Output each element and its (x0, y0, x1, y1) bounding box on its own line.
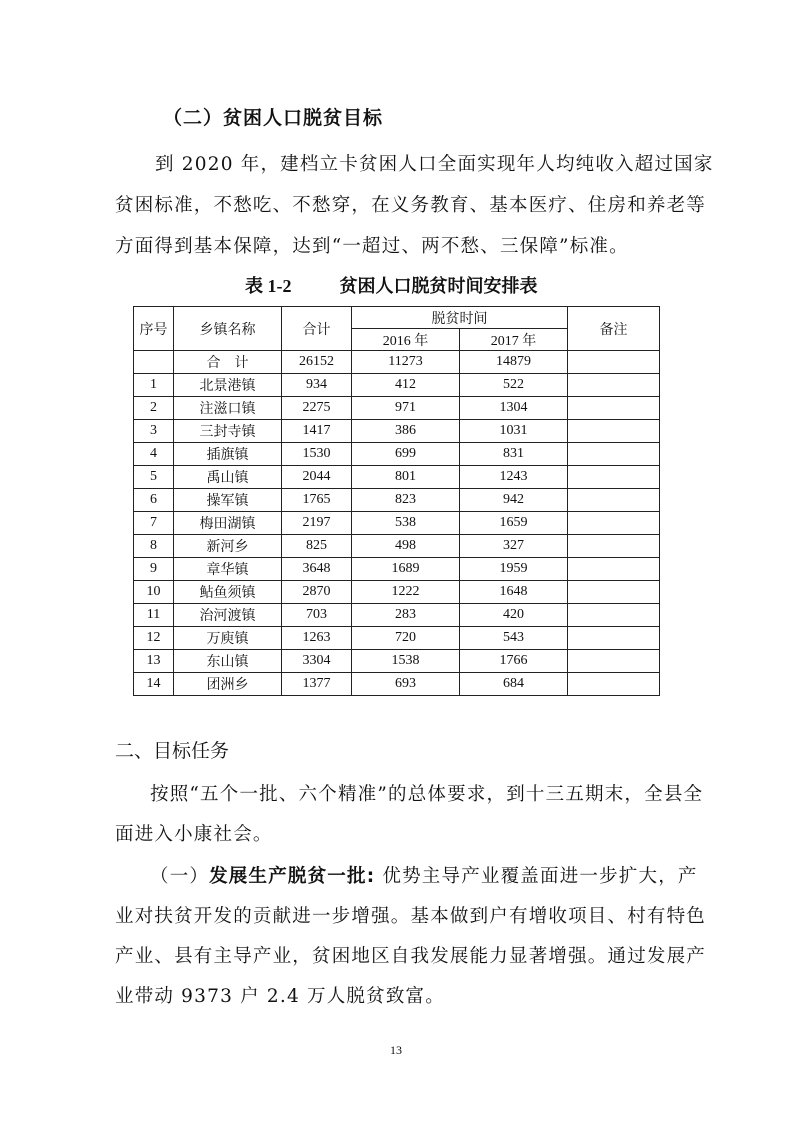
table-cell: 5 (134, 466, 174, 489)
table-row (134, 374, 660, 397)
heading-target-tasks: 二、目标任务 (115, 740, 230, 762)
table-cell (568, 604, 660, 627)
table-cell: 412 (352, 374, 460, 397)
table-cell: 703 (282, 604, 352, 627)
para-line (150, 862, 698, 888)
table-cell: 1766 (460, 650, 568, 673)
table-cell: 2870 (282, 581, 352, 604)
table-cell: 693 (352, 673, 460, 696)
table-cell: 1263 (282, 627, 352, 650)
table-cell: 1530 (282, 443, 352, 466)
para-prefix: （一） (150, 866, 210, 887)
table-cell (568, 673, 660, 696)
table-cell: 1765 (282, 489, 352, 512)
header-time-group: 脱贫时间 (352, 307, 568, 329)
table-row (134, 535, 660, 558)
table-cell: 2275 (282, 397, 352, 420)
table-cell: 942 (460, 489, 568, 512)
table-row (134, 512, 660, 535)
poverty-schedule-table (133, 306, 660, 696)
para-line: 贫困标准，不愁吃、不愁穿，在义务教育、基本医疗、住房和养老等 (115, 195, 707, 216)
table-cell: 禹山镇 (174, 466, 282, 489)
table-cell: 3 (134, 420, 174, 443)
table-row (134, 673, 660, 696)
table-cell: 章华镇 (174, 558, 282, 581)
table-cell (568, 558, 660, 581)
table-cell: 386 (352, 420, 460, 443)
table-cell (568, 627, 660, 650)
table-cell: 6 (134, 489, 174, 512)
para-line: 方面得到基本保障，达到“一超过、两不愁、三保障”标准。 (115, 236, 629, 257)
table-cell: 14879 (460, 351, 568, 374)
table-cell: 543 (460, 627, 568, 650)
para-line: 到 2020 年，建档立卡贫困人口全面实现年人均纯收入超过国家 (155, 154, 714, 175)
table-cell: 东山镇 (174, 650, 282, 673)
page-number: 13 (390, 1043, 402, 1057)
table-row (134, 443, 660, 466)
table-cell (568, 581, 660, 604)
header-seq: 序号 (134, 307, 174, 351)
table-cell: 327 (460, 535, 568, 558)
para-line: 按照“五个一批、六个精准”的总体要求，到十三五期末，全县全 (150, 784, 704, 805)
table-cell: 522 (460, 374, 568, 397)
table-cell: 1689 (352, 558, 460, 581)
table-cell (568, 374, 660, 397)
table-cell: 2 (134, 397, 174, 420)
table-cell: 新河乡 (174, 535, 282, 558)
table-cell: 971 (352, 397, 460, 420)
table-cell: 720 (352, 627, 460, 650)
table-cell: 1222 (352, 581, 460, 604)
table-cell (568, 443, 660, 466)
table-cell: 498 (352, 535, 460, 558)
table-cell: 11 (134, 604, 174, 627)
table-row (134, 604, 660, 627)
table-cell: 684 (460, 673, 568, 696)
header-total: 合计 (282, 307, 352, 351)
table-cell: 801 (352, 466, 460, 489)
table-cell: 梅田湖镇 (174, 512, 282, 535)
table-cell: 4 (134, 443, 174, 466)
table-cell: 1031 (460, 420, 568, 443)
para-line: 业带动 9373 户 2.4 万人脱贫致富。 (115, 986, 445, 1007)
table-cell: 831 (460, 443, 568, 466)
table-title (245, 272, 538, 298)
table-cell: 1377 (282, 673, 352, 696)
table-cell: 1243 (460, 466, 568, 489)
table-row (134, 558, 660, 581)
table-cell: 7 (134, 512, 174, 535)
table-cell: 北景港镇 (174, 374, 282, 397)
table-cell: 1659 (460, 512, 568, 535)
table-cell: 13 (134, 650, 174, 673)
table-cell: 8 (134, 535, 174, 558)
table-cell: 538 (352, 512, 460, 535)
table-cell: 11273 (352, 351, 460, 374)
table-cell: 团洲乡 (174, 673, 282, 696)
table-cell (568, 420, 660, 443)
table-cell: 万庾镇 (174, 627, 282, 650)
table-cell: 12 (134, 627, 174, 650)
header-2016: 2016 年 (352, 329, 460, 351)
table-cell: 操军镇 (174, 489, 282, 512)
table-cell: 14 (134, 673, 174, 696)
table-total-row (134, 351, 660, 374)
header-note: 备注 (568, 307, 660, 351)
table-row (134, 420, 660, 443)
para-line: 面进入小康社会。 (115, 824, 273, 845)
table-cell: 三封寺镇 (174, 420, 282, 443)
table-cell: 注滋口镇 (174, 397, 282, 420)
table-cell (568, 650, 660, 673)
table-cell: 3648 (282, 558, 352, 581)
table-cell: 治河渡镇 (174, 604, 282, 627)
table-cell: 825 (282, 535, 352, 558)
table-cell (568, 512, 660, 535)
table-cell: 2197 (282, 512, 352, 535)
table-cell: 1648 (460, 581, 568, 604)
header-2017: 2017 年 (460, 329, 568, 351)
table-cell: 10 (134, 581, 174, 604)
table-cell: 934 (282, 374, 352, 397)
table-cell: 2044 (282, 466, 352, 489)
table-row (134, 581, 660, 604)
table-cell: 1538 (352, 650, 460, 673)
table-row (134, 627, 660, 650)
table-number: 表 1-2 (245, 276, 292, 296)
para-line: 业对扶贫开发的贡献进一步增强。基本做到户有增收项目、村有特色 (115, 906, 707, 927)
para-bold-lead: 发展生产脱贫一批: (209, 866, 376, 887)
table-cell: 699 (352, 443, 460, 466)
table-cell (568, 535, 660, 558)
table-row (134, 466, 660, 489)
table-row (134, 397, 660, 420)
table-cell: 1 (134, 374, 174, 397)
table-cell: 鲇鱼须镇 (174, 581, 282, 604)
table-cell: 插旗镇 (174, 443, 282, 466)
table-cell: 26152 (282, 351, 352, 374)
table-cell (568, 351, 660, 374)
header-town: 乡镇名称 (174, 307, 282, 351)
para-rest: 优势主导产业覆盖面进一步扩大，产 (375, 866, 698, 887)
table-cell: 283 (352, 604, 460, 627)
table-cell (568, 489, 660, 512)
table-cell (134, 351, 174, 374)
table-cell (568, 466, 660, 489)
subheading-poverty-goal: （二）贫困人口脱贫目标 (163, 107, 384, 129)
table-cell: 1304 (460, 397, 568, 420)
table-cell: 1417 (282, 420, 352, 443)
table-cell: 合 计 (174, 351, 282, 374)
table-cell: 420 (460, 604, 568, 627)
table-cell: 3304 (282, 650, 352, 673)
table-row (134, 489, 660, 512)
table-cell: 823 (352, 489, 460, 512)
table-cell: 1959 (460, 558, 568, 581)
table-row (134, 650, 660, 673)
para-line: 产业、县有主导产业，贫困地区自我发展能力显著增强。通过发展产 (115, 946, 707, 967)
table-title-text: 贫困人口脱贫时间安排表 (339, 276, 538, 296)
table-cell (568, 397, 660, 420)
table-cell: 9 (134, 558, 174, 581)
